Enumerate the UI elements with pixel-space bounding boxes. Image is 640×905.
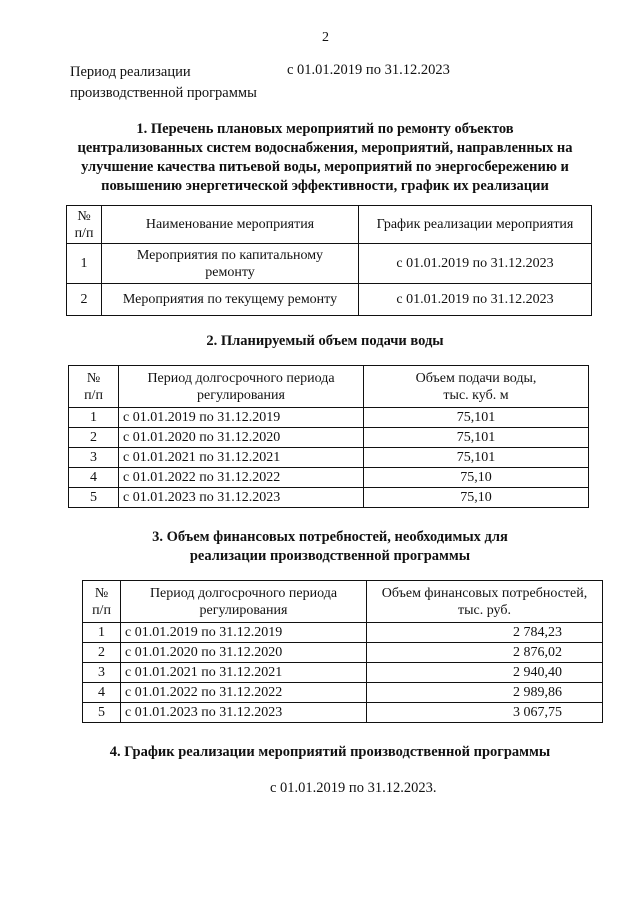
section1-title-line: централизованных систем водоснабжения, мероприятий, направленных на xyxy=(77,140,573,156)
header-volume xyxy=(364,366,589,408)
row-num: 3 xyxy=(69,448,119,468)
row-period: с 01.01.2022 по 31.12.2022 xyxy=(119,468,364,488)
header-finance-line2: тыс. руб. xyxy=(458,602,511,618)
row-activity-name: Мероприятия по текущему ремонту xyxy=(102,284,359,316)
row-num: 4 xyxy=(83,683,121,703)
table-row xyxy=(83,623,603,643)
section1-title xyxy=(60,120,590,196)
row-finance: 2 876,02 xyxy=(367,643,603,663)
water-supply-table xyxy=(68,365,589,508)
row-finance: 3 067,75 xyxy=(367,703,603,723)
table-row xyxy=(67,284,592,316)
header-period-line2: регулирования xyxy=(199,602,288,618)
header-num xyxy=(67,206,102,244)
page-number: 2 xyxy=(322,30,329,45)
row-volume: 75,101 xyxy=(364,428,589,448)
period-label xyxy=(70,62,290,104)
row-schedule: с 01.01.2019 по 31.12.2023 xyxy=(359,284,592,316)
row-period: с 01.01.2020 по 31.12.2020 xyxy=(121,643,367,663)
row-period: с 01.01.2022 по 31.12.2022 xyxy=(121,683,367,703)
section1-title-line: улучшение качества питьевой воды, мероприятий по энергосбережению и xyxy=(81,159,569,175)
table-row xyxy=(69,448,589,468)
table-row xyxy=(83,683,603,703)
table-row xyxy=(83,663,603,683)
section4-period-text: с 01.01.2019 по 31.12.2023. xyxy=(270,780,437,796)
row-volume: 75,10 xyxy=(364,488,589,508)
row-finance: 2 940,40 xyxy=(367,663,603,683)
table-header-row xyxy=(67,206,592,244)
header-num-line1: № xyxy=(86,370,101,386)
row-activity-name-line1: Мероприятия по капитальному xyxy=(136,247,324,263)
row-num: 1 xyxy=(69,408,119,428)
financial-needs-table xyxy=(82,580,603,723)
header-period xyxy=(121,581,367,623)
table-row xyxy=(69,408,589,428)
row-finance: 2 784,23 xyxy=(367,623,603,643)
row-period: с 01.01.2021 по 31.12.2021 xyxy=(121,663,367,683)
row-num: 1 xyxy=(83,623,121,643)
header-finance xyxy=(367,581,603,623)
row-period: с 01.01.2019 по 31.12.2019 xyxy=(119,408,364,428)
row-num: 2 xyxy=(67,284,102,316)
header-finance-line1: Объем финансовых потребностей, xyxy=(381,585,588,601)
section3-title-line: реализации производственной программы xyxy=(189,548,471,564)
header-num xyxy=(69,366,119,408)
period-label-line1: Период реализации xyxy=(70,64,191,80)
header-num-line1: № xyxy=(94,585,109,601)
header-num-line1: № xyxy=(77,208,91,224)
row-num: 1 xyxy=(67,244,102,284)
section3-title-line: 3. Объем финансовых потребностей, необходимых для xyxy=(152,529,508,545)
row-period: с 01.01.2023 по 31.12.2023 xyxy=(121,703,367,723)
row-period: с 01.01.2021 по 31.12.2021 xyxy=(119,448,364,468)
row-num: 4 xyxy=(69,468,119,488)
header-period-line2: регулирования xyxy=(197,387,285,403)
row-volume: 75,101 xyxy=(364,448,589,468)
row-activity-name-line2: ремонту xyxy=(205,264,255,280)
table-row xyxy=(83,643,603,663)
table-header-row xyxy=(83,581,603,623)
period-value: с 01.01.2019 по 31.12.2023 xyxy=(287,62,450,78)
row-num: 3 xyxy=(83,663,121,683)
row-num: 5 xyxy=(69,488,119,508)
row-finance: 2 989,86 xyxy=(367,683,603,703)
section4-title: 4. График реализации мероприятий производственной программы xyxy=(109,744,551,760)
table-row xyxy=(83,703,603,723)
row-volume: 75,101 xyxy=(364,408,589,428)
row-period: с 01.01.2019 по 31.12.2019 xyxy=(121,623,367,643)
row-schedule: с 01.01.2019 по 31.12.2023 xyxy=(359,244,592,284)
row-activity-name xyxy=(102,244,359,284)
section3-title xyxy=(60,528,600,566)
header-period-line1: Период долгосрочного периода xyxy=(147,370,335,386)
table-row xyxy=(69,468,589,488)
header-num-line2: п/п xyxy=(84,387,103,403)
header-period xyxy=(119,366,364,408)
row-period: с 01.01.2023 по 31.12.2023 xyxy=(119,488,364,508)
section2-title: 2. Планируемый объем подачи воды xyxy=(206,333,444,349)
row-num: 2 xyxy=(69,428,119,448)
table-row xyxy=(67,244,592,284)
table-row xyxy=(69,488,589,508)
header-activity-name: Наименование мероприятия xyxy=(102,206,359,244)
header-num-line2: п/п xyxy=(92,602,111,618)
activities-table xyxy=(66,205,592,316)
period-label-line2: производственной программы xyxy=(70,85,257,101)
section1-title-line: повышению энергетической эффективности, график их реализации xyxy=(101,178,549,194)
header-period-line1: Период долгосрочного периода xyxy=(149,585,338,601)
row-num: 2 xyxy=(83,643,121,663)
table-header-row xyxy=(69,366,589,408)
header-num-line2: п/п xyxy=(74,225,94,241)
section1-title-line: 1. Перечень плановых мероприятий по ремонту объектов xyxy=(136,121,514,137)
table-row xyxy=(69,428,589,448)
row-period: с 01.01.2020 по 31.12.2020 xyxy=(119,428,364,448)
row-volume: 75,10 xyxy=(364,468,589,488)
header-volume-line2: тыс. куб. м xyxy=(443,387,509,403)
header-volume-line1: Объем подачи воды, xyxy=(415,370,537,386)
header-schedule: График реализации мероприятия xyxy=(359,206,592,244)
header-num xyxy=(83,581,121,623)
row-num: 5 xyxy=(83,703,121,723)
